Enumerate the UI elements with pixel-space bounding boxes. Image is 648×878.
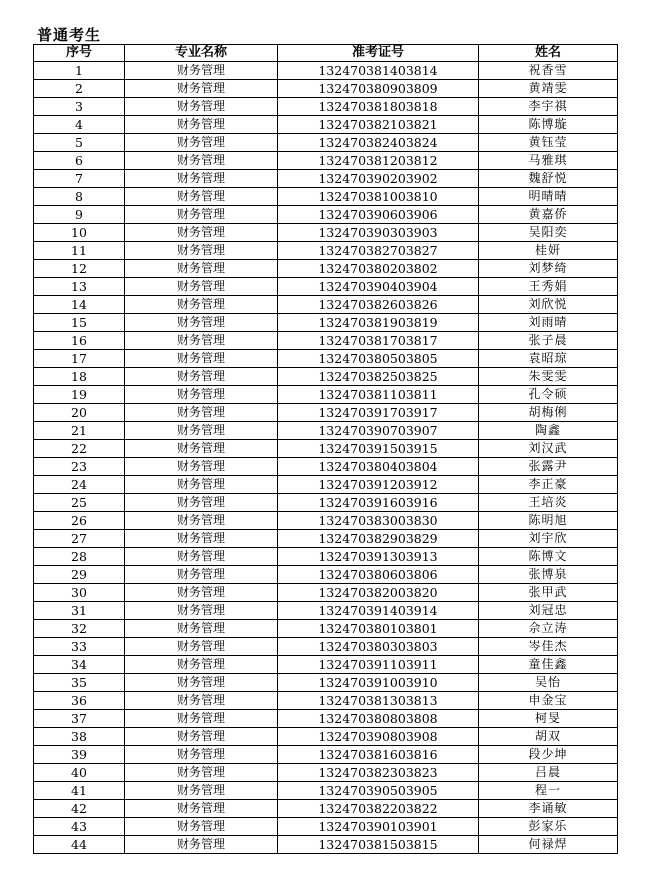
- table-row: [34, 314, 618, 332]
- name-cell: 袁昭琼: [479, 350, 618, 368]
- exam-id-cell: 132470391303913: [278, 548, 479, 566]
- major-cell: 财务管理: [125, 566, 278, 584]
- name-cell: 何禄焊: [479, 836, 618, 854]
- exam-id-cell: 132470391003910: [278, 674, 479, 692]
- seq-cell: 1: [34, 62, 125, 80]
- table-row: [34, 422, 618, 440]
- seq-cell: 24: [34, 476, 125, 494]
- table-row: [34, 692, 618, 710]
- major-cell: 财务管理: [125, 656, 278, 674]
- seq-cell: 42: [34, 800, 125, 818]
- seq-cell: 22: [34, 440, 125, 458]
- major-cell: 财务管理: [125, 782, 278, 800]
- table-row: [34, 458, 618, 476]
- exam-id-cell: 132470380603806: [278, 566, 479, 584]
- table-row: [34, 584, 618, 602]
- major-cell: 财务管理: [125, 152, 278, 170]
- table-row: [34, 800, 618, 818]
- table-row: [34, 512, 618, 530]
- table-row: [34, 386, 618, 404]
- name-cell: 吴怡: [479, 674, 618, 692]
- exam-id-cell: 132470380303803: [278, 638, 479, 656]
- table-row: [34, 620, 618, 638]
- major-cell: 财务管理: [125, 260, 278, 278]
- seq-cell: 18: [34, 368, 125, 386]
- name-cell: 陈明旭: [479, 512, 618, 530]
- table-row: [34, 818, 618, 836]
- seq-cell: 36: [34, 692, 125, 710]
- exam-id-cell: 132470390303903: [278, 224, 479, 242]
- seq-cell: 31: [34, 602, 125, 620]
- exam-id-cell: 132470381003810: [278, 188, 479, 206]
- major-cell: 财务管理: [125, 440, 278, 458]
- major-cell: 财务管理: [125, 584, 278, 602]
- major-cell: 财务管理: [125, 242, 278, 260]
- major-cell: 财务管理: [125, 80, 278, 98]
- name-cell: 段少坤: [479, 746, 618, 764]
- seq-cell: 38: [34, 728, 125, 746]
- seq-cell: 3: [34, 98, 125, 116]
- exam-id-cell: 132470391703917: [278, 404, 479, 422]
- name-cell: 黄靖雯: [479, 80, 618, 98]
- seq-cell: 33: [34, 638, 125, 656]
- table-row: [34, 656, 618, 674]
- exam-id-cell: 132470382903829: [278, 530, 479, 548]
- table-row: [34, 152, 618, 170]
- table-row: [34, 134, 618, 152]
- header-row: [34, 45, 618, 62]
- exam-id-cell: 132470380503805: [278, 350, 479, 368]
- table-header: [34, 45, 618, 62]
- exam-id-cell: 132470380203802: [278, 260, 479, 278]
- table-row: [34, 80, 618, 98]
- table-row: [34, 224, 618, 242]
- seq-cell: 7: [34, 170, 125, 188]
- name-cell: 程一: [479, 782, 618, 800]
- exam-id-cell: 132470390203902: [278, 170, 479, 188]
- name-cell: 李正豪: [479, 476, 618, 494]
- section-heading: 普通考生: [37, 26, 102, 44]
- name-cell: 马雅琪: [479, 152, 618, 170]
- name-cell: 黄钰莹: [479, 134, 618, 152]
- major-cell: 财务管理: [125, 98, 278, 116]
- table-row: [34, 98, 618, 116]
- table-row: [34, 782, 618, 800]
- major-cell: 财务管理: [125, 134, 278, 152]
- table-row: [34, 170, 618, 188]
- major-cell: 财务管理: [125, 692, 278, 710]
- table-row: [34, 746, 618, 764]
- table-row: [34, 350, 618, 368]
- seq-cell: 26: [34, 512, 125, 530]
- exam-id-cell: 132470391603916: [278, 494, 479, 512]
- major-cell: 财务管理: [125, 548, 278, 566]
- name-cell: 张露尹: [479, 458, 618, 476]
- name-cell: 胡双: [479, 728, 618, 746]
- major-cell: 财务管理: [125, 62, 278, 80]
- name-cell: 刘雨晴: [479, 314, 618, 332]
- exam-id-cell: 132470380403804: [278, 458, 479, 476]
- seq-cell: 28: [34, 548, 125, 566]
- exam-id-cell: 132470381203812: [278, 152, 479, 170]
- exam-id-cell: 132470381703817: [278, 332, 479, 350]
- name-cell: 魏舒悦: [479, 170, 618, 188]
- major-cell: 财务管理: [125, 476, 278, 494]
- seq-cell: 4: [34, 116, 125, 134]
- exam-id-cell: 132470381903819: [278, 314, 479, 332]
- name-cell: 李宇祺: [479, 98, 618, 116]
- table-row: [34, 638, 618, 656]
- major-cell: 财务管理: [125, 332, 278, 350]
- name-cell: 刘汉武: [479, 440, 618, 458]
- seq-cell: 25: [34, 494, 125, 512]
- table-row: [34, 206, 618, 224]
- seq-cell: 10: [34, 224, 125, 242]
- seq-cell: 34: [34, 656, 125, 674]
- exam-id-cell: 132470381803818: [278, 98, 479, 116]
- name-cell: 彭家乐: [479, 818, 618, 836]
- seq-cell: 37: [34, 710, 125, 728]
- exam-id-cell: 132470391403914: [278, 602, 479, 620]
- major-cell: 财务管理: [125, 350, 278, 368]
- exam-id-cell: 132470382603826: [278, 296, 479, 314]
- exam-id-cell: 132470381303813: [278, 692, 479, 710]
- table-row: [34, 188, 618, 206]
- exam-id-cell: 132470382203822: [278, 800, 479, 818]
- name-cell: 胡梅俐: [479, 404, 618, 422]
- major-cell: 财务管理: [125, 278, 278, 296]
- major-cell: 财务管理: [125, 224, 278, 242]
- name-cell: 陈博璇: [479, 116, 618, 134]
- seq-cell: 21: [34, 422, 125, 440]
- seq-cell: 15: [34, 314, 125, 332]
- seq-cell: 12: [34, 260, 125, 278]
- major-cell: 财务管理: [125, 746, 278, 764]
- major-cell: 财务管理: [125, 674, 278, 692]
- name-cell: 吕晨: [479, 764, 618, 782]
- table-row: [34, 494, 618, 512]
- table-row: [34, 602, 618, 620]
- column-header-exam-id: 准考证号: [278, 45, 479, 62]
- name-cell: 刘宇欣: [479, 530, 618, 548]
- exam-id-cell: 132470380803808: [278, 710, 479, 728]
- seq-cell: 32: [34, 620, 125, 638]
- exam-id-cell: 132470381103811: [278, 386, 479, 404]
- exam-id-cell: 132470382103821: [278, 116, 479, 134]
- table-row: [34, 836, 618, 854]
- major-cell: 财务管理: [125, 836, 278, 854]
- major-cell: 财务管理: [125, 314, 278, 332]
- exam-id-cell: 132470390503905: [278, 782, 479, 800]
- exam-id-cell: 132470381603816: [278, 746, 479, 764]
- major-cell: 财务管理: [125, 818, 278, 836]
- name-cell: 王培炎: [479, 494, 618, 512]
- exam-id-cell: 132470382003820: [278, 584, 479, 602]
- major-cell: 财务管理: [125, 296, 278, 314]
- seq-cell: 20: [34, 404, 125, 422]
- major-cell: 财务管理: [125, 512, 278, 530]
- name-cell: 李诵敏: [479, 800, 618, 818]
- seq-cell: 11: [34, 242, 125, 260]
- table-row: [34, 530, 618, 548]
- table-row: [34, 260, 618, 278]
- name-cell: 刘欣悦: [479, 296, 618, 314]
- table-row: [34, 440, 618, 458]
- exam-id-cell: 132470383003830: [278, 512, 479, 530]
- table-row: [34, 764, 618, 782]
- seq-cell: 44: [34, 836, 125, 854]
- major-cell: 财务管理: [125, 458, 278, 476]
- name-cell: 申金宝: [479, 692, 618, 710]
- name-cell: 童佳鑫: [479, 656, 618, 674]
- column-header-seq: 序号: [34, 45, 125, 62]
- column-header-name: 姓名: [479, 45, 618, 62]
- exam-id-cell: 132470391203912: [278, 476, 479, 494]
- exam-id-cell: 132470390603906: [278, 206, 479, 224]
- table-row: [34, 674, 618, 692]
- exam-id-cell: 132470380103801: [278, 620, 479, 638]
- major-cell: 财务管理: [125, 422, 278, 440]
- table-row: [34, 296, 618, 314]
- seq-cell: 14: [34, 296, 125, 314]
- name-cell: 佘立涛: [479, 620, 618, 638]
- seq-cell: 41: [34, 782, 125, 800]
- major-cell: 财务管理: [125, 602, 278, 620]
- seq-cell: 13: [34, 278, 125, 296]
- major-cell: 财务管理: [125, 188, 278, 206]
- seq-cell: 19: [34, 386, 125, 404]
- name-cell: 明晴晴: [479, 188, 618, 206]
- major-cell: 财务管理: [125, 116, 278, 134]
- name-cell: 朱雯雯: [479, 368, 618, 386]
- table-row: [34, 116, 618, 134]
- exam-id-cell: 132470380903809: [278, 80, 479, 98]
- name-cell: 陈博文: [479, 548, 618, 566]
- exam-id-cell: 132470390803908: [278, 728, 479, 746]
- column-header-major: 专业名称: [125, 45, 278, 62]
- name-cell: 桂妍: [479, 242, 618, 260]
- name-cell: 柯旻: [479, 710, 618, 728]
- name-cell: 王秀娟: [479, 278, 618, 296]
- table-row: [34, 332, 618, 350]
- table-row: [34, 728, 618, 746]
- name-cell: 黄嘉侨: [479, 206, 618, 224]
- name-cell: 张甲武: [479, 584, 618, 602]
- major-cell: 财务管理: [125, 386, 278, 404]
- exam-id-cell: 132470391103911: [278, 656, 479, 674]
- exam-id-cell: 132470390103901: [278, 818, 479, 836]
- name-cell: 祝香雪: [479, 62, 618, 80]
- exam-id-cell: 132470382403824: [278, 134, 479, 152]
- table-row: [34, 548, 618, 566]
- name-cell: 孔令硕: [479, 386, 618, 404]
- major-cell: 财务管理: [125, 710, 278, 728]
- seq-cell: 29: [34, 566, 125, 584]
- major-cell: 财务管理: [125, 638, 278, 656]
- exam-id-cell: 132470382503825: [278, 368, 479, 386]
- table-row: [34, 476, 618, 494]
- seq-cell: 6: [34, 152, 125, 170]
- exam-id-cell: 132470381403814: [278, 62, 479, 80]
- major-cell: 财务管理: [125, 206, 278, 224]
- name-cell: 张博泉: [479, 566, 618, 584]
- major-cell: 财务管理: [125, 764, 278, 782]
- seq-cell: 5: [34, 134, 125, 152]
- major-cell: 财务管理: [125, 620, 278, 638]
- table-row: [34, 710, 618, 728]
- seq-cell: 39: [34, 746, 125, 764]
- name-cell: 刘冠忠: [479, 602, 618, 620]
- exam-id-cell: 132470390703907: [278, 422, 479, 440]
- seq-cell: 30: [34, 584, 125, 602]
- major-cell: 财务管理: [125, 170, 278, 188]
- exam-id-cell: 132470390403904: [278, 278, 479, 296]
- name-cell: 张子晨: [479, 332, 618, 350]
- table-row: [34, 242, 618, 260]
- seq-cell: 23: [34, 458, 125, 476]
- seq-cell: 40: [34, 764, 125, 782]
- table-row: [34, 278, 618, 296]
- table-row: [34, 566, 618, 584]
- candidate-table: [33, 44, 618, 854]
- exam-id-cell: 132470381503815: [278, 836, 479, 854]
- table-row: [34, 368, 618, 386]
- major-cell: 财务管理: [125, 800, 278, 818]
- major-cell: 财务管理: [125, 494, 278, 512]
- seq-cell: 9: [34, 206, 125, 224]
- seq-cell: 2: [34, 80, 125, 98]
- exam-id-cell: 132470382303823: [278, 764, 479, 782]
- major-cell: 财务管理: [125, 728, 278, 746]
- seq-cell: 17: [34, 350, 125, 368]
- exam-id-cell: 132470391503915: [278, 440, 479, 458]
- major-cell: 财务管理: [125, 404, 278, 422]
- name-cell: 刘梦绮: [479, 260, 618, 278]
- seq-cell: 8: [34, 188, 125, 206]
- seq-cell: 43: [34, 818, 125, 836]
- name-cell: 岑佳杰: [479, 638, 618, 656]
- name-cell: 吴阳奕: [479, 224, 618, 242]
- seq-cell: 27: [34, 530, 125, 548]
- table-row: [34, 62, 618, 80]
- major-cell: 财务管理: [125, 530, 278, 548]
- seq-cell: 16: [34, 332, 125, 350]
- table-row: [34, 404, 618, 422]
- exam-id-cell: 132470382703827: [278, 242, 479, 260]
- table-body: [34, 62, 618, 854]
- name-cell: 陶鑫: [479, 422, 618, 440]
- seq-cell: 35: [34, 674, 125, 692]
- major-cell: 财务管理: [125, 368, 278, 386]
